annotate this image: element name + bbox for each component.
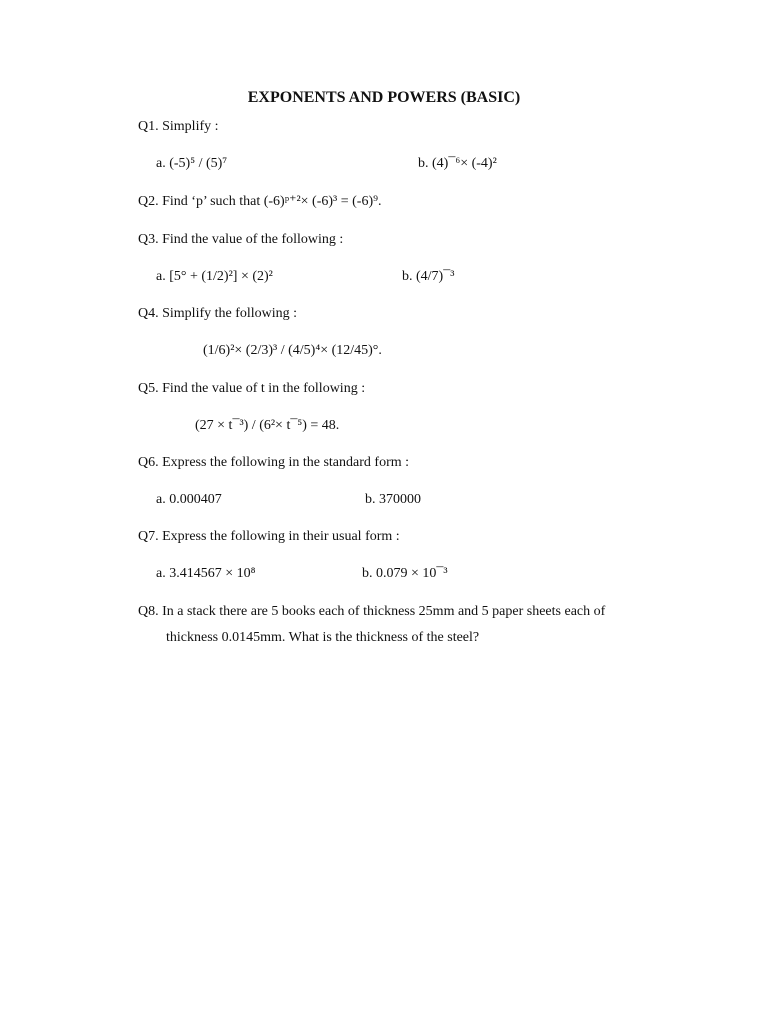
q8-prompt-line-2: thickness 0.0145mm. What is the thickness of the steel? [166, 630, 480, 645]
q2-prompt: Q2. Find ‘p’ such that (-6)ᵖ⁺²× (-6)³ = (-6)⁹. [138, 194, 382, 209]
q7-part-a: a. 3.414567 × 10⁸ [156, 566, 256, 581]
q3-part-b: b. (4/7)¯³ [402, 269, 455, 284]
q7-part-b: b. 0.079 × 10¯³ [362, 566, 448, 581]
q5-expression: (27 × t¯³) / (6²× t¯⁵) = 48. [195, 418, 340, 433]
page-title: EXPONENTS AND POWERS (BASIC) [247, 89, 521, 106]
q7-prompt: Q7. Express the following in their usual form : [138, 529, 400, 544]
q4-prompt: Q4. Simplify the following : [138, 306, 298, 321]
q1-part-a: a. (-5)⁵ / (5)⁷ [156, 156, 228, 171]
q6-prompt: Q6. Express the following in the standard form : [138, 455, 410, 470]
q4-expression: (1/6)²× (2/3)³ / (4/5)⁴× (12/45)°. [203, 343, 382, 358]
q3-prompt: Q3. Find the value of the following : [138, 232, 344, 247]
q1-prompt: Q1. Simplify : [138, 119, 219, 134]
q6-part-b: b. 370000 [365, 492, 421, 507]
q6-part-a: a. 0.000407 [156, 492, 222, 507]
q1-part-b: b. (4)¯⁶× (-4)² [418, 156, 497, 171]
q3-part-a: a. [5° + (1/2)²] × (2)² [156, 269, 273, 284]
q8-prompt-line-1: Q8. In a stack there are 5 books each of thickness 25mm and 5 paper sheets each of [138, 604, 606, 619]
q5-prompt: Q5. Find the value of t in the following : [138, 381, 366, 396]
